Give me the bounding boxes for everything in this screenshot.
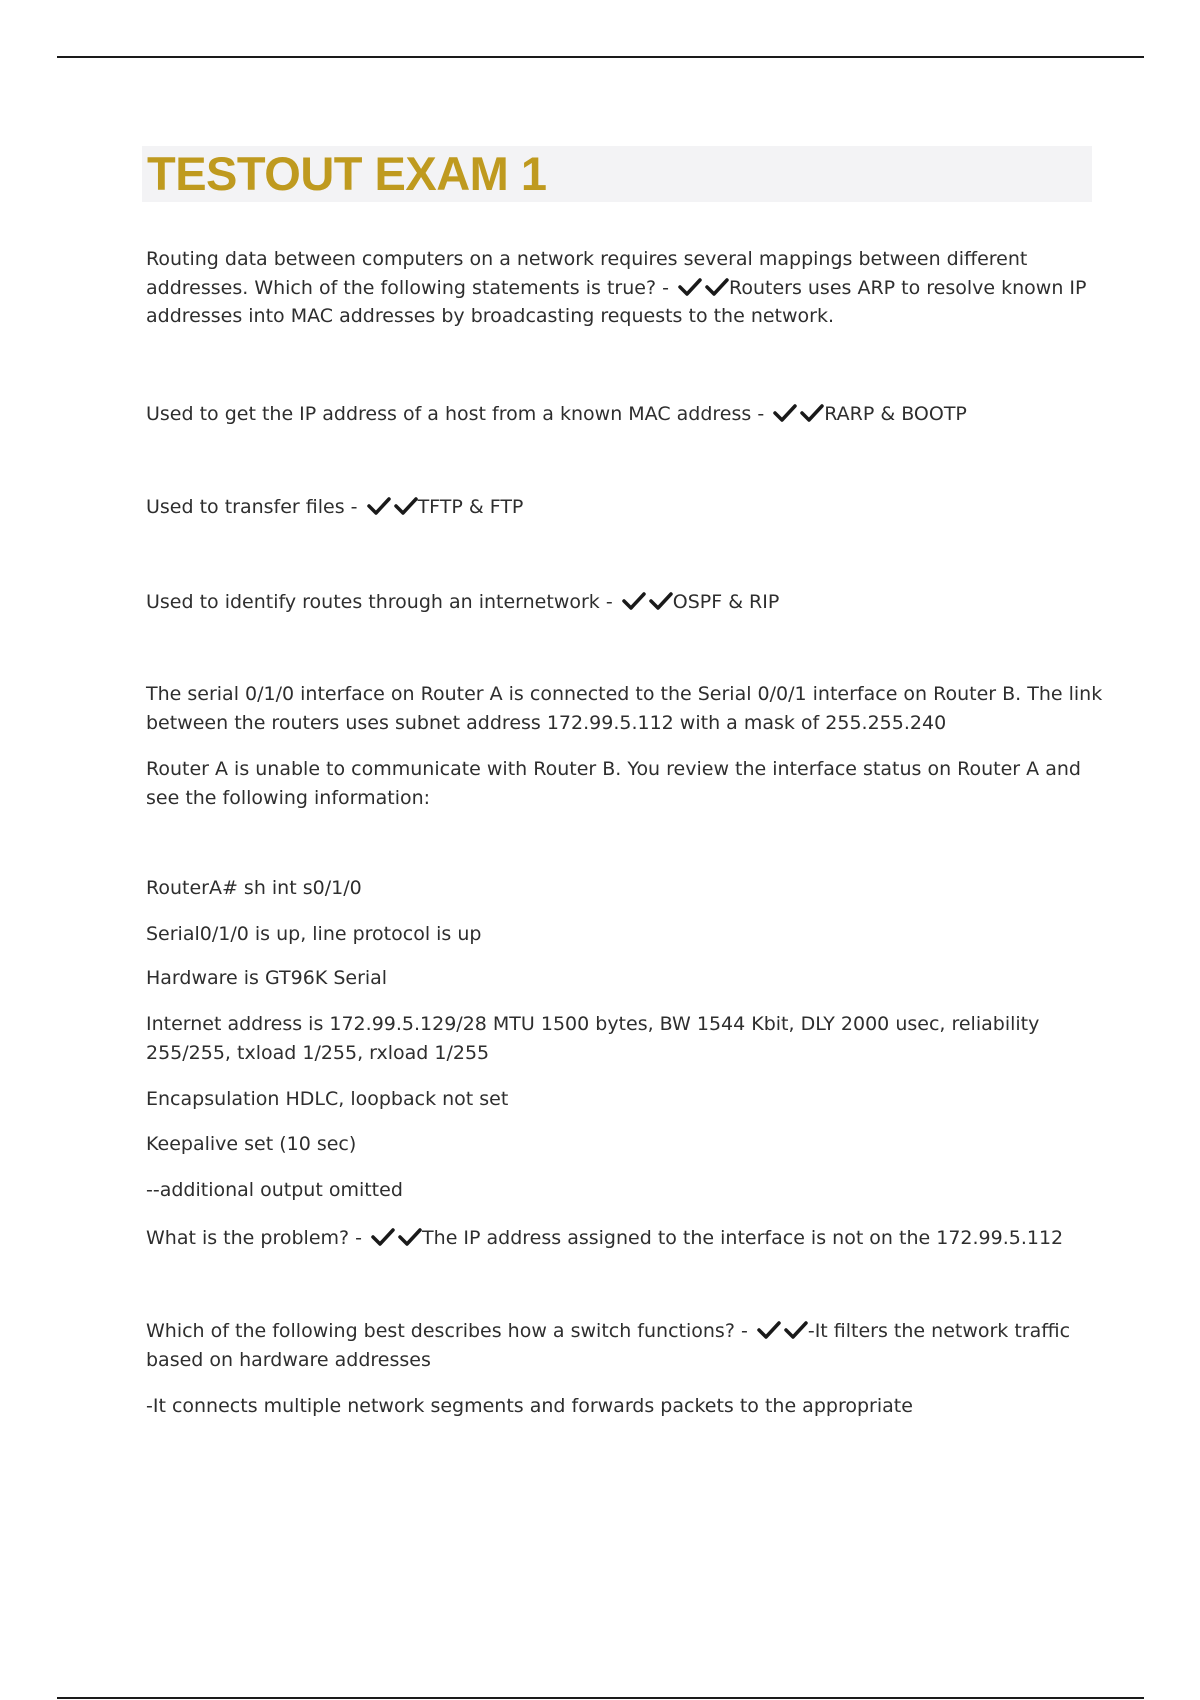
output-line: --additional output omitted [146, 1179, 403, 1201]
answer-text: OSPF & RIP [672, 591, 780, 613]
check-icon [367, 497, 391, 515]
output-line: Hardware is GT96K Serial [146, 967, 388, 989]
check-icon [757, 1321, 781, 1339]
bottom-rule [57, 1697, 1144, 1699]
question-text: What is the problem? - [146, 1227, 362, 1249]
check-icon [398, 1228, 422, 1246]
qa-item [146, 400, 1106, 429]
check-icon [784, 1321, 808, 1339]
check-icon [622, 592, 646, 610]
check-icon [773, 404, 797, 422]
scenario-paragraph-2: Router A is unable to communicate with Router B. You review the interface status on Router A and see the following information: [146, 758, 1081, 809]
qa-item [146, 493, 1106, 522]
output-line: Internet address is 172.99.5.129/28 MTU 1500 bytes, BW 1544 Kbit, DLY 2000 usec, reliability 255/255, txload 1/255, rxload 1/255 [146, 1013, 1040, 1064]
scenario-paragraph-1: The serial 0/1/0 interface on Router A is connected to the Serial 0/0/1 interface on Router B. The link between the routers uses subnet address 172.99.5.112 with a mask of 255.255.240 [146, 683, 1103, 734]
question-text: Routing data between computers on a network requires several mappings between different addresses. Which of the following statements is true? - [146, 248, 1028, 299]
output-line: Keepalive set (10 sec) [146, 1133, 357, 1155]
answer-text: RARP & BOOTP [824, 403, 967, 425]
answer-text: TFTP & FTP [417, 496, 524, 518]
question-text: Used to get the IP address of a host from a known MAC address - [146, 403, 765, 425]
output-line: Encapsulation HDLC, loopback not set [146, 1088, 509, 1110]
qa-item [146, 1317, 1106, 1374]
answer-text: Routers uses ARP to resolve known IP addresses into MAC addresses by broadcasting requests to the network. [146, 276, 1087, 327]
answer-text: The IP address assigned to the interface is not on the 172.99.5.112 [422, 1227, 1064, 1249]
output-line: RouterA# sh int s0/1/0 [146, 877, 362, 899]
qa-item [146, 1224, 1106, 1253]
answer-text: -It filters the network traffic based on hardware addresses [146, 1320, 1071, 1371]
qa-item [146, 588, 1106, 617]
qa-item [146, 245, 1106, 331]
question-text: Which of the following best describes how a switch functions? - [146, 1320, 748, 1342]
answer-continuation: -It connects multiple network segments and forwards packets to the appropriate [146, 1395, 913, 1417]
check-icon [371, 1228, 395, 1246]
check-icon [800, 404, 824, 422]
output-line: Serial0/1/0 is up, line protocol is up [146, 923, 482, 945]
check-icon [649, 592, 673, 610]
check-icon [678, 278, 702, 296]
page-title: TESTOUT EXAM 1 [147, 147, 547, 200]
question-text: Used to transfer files - [146, 496, 358, 518]
question-text: Used to identify routes through an internetwork - [146, 591, 613, 613]
check-icon [705, 278, 729, 296]
check-icon [394, 497, 418, 515]
top-rule [57, 56, 1144, 58]
